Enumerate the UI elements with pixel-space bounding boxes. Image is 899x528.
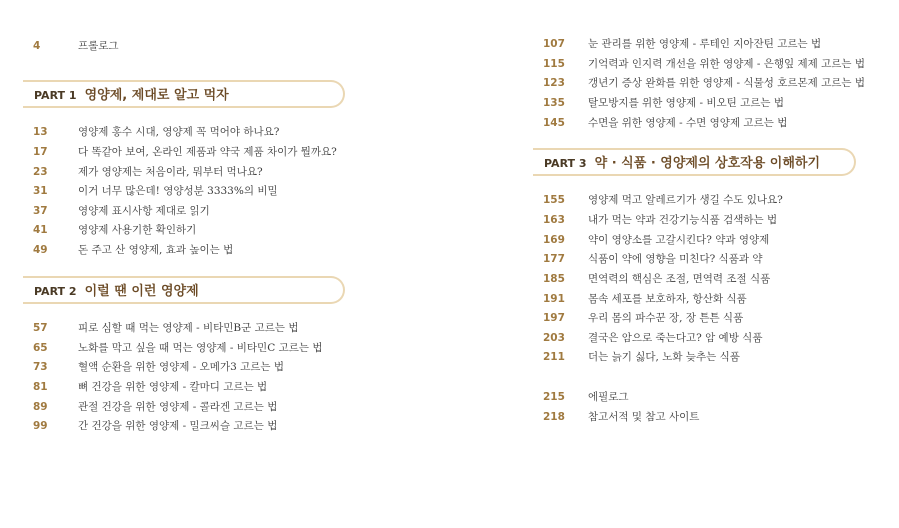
page-number: 177 — [543, 253, 565, 265]
page-number: 169 — [543, 234, 565, 246]
part-label: PART 2 — [34, 285, 77, 298]
page-number: 81 — [33, 381, 48, 393]
entry-title: 눈 관리를 위한 영양제 - 루테인 지아잔틴 고르는 법 — [588, 38, 822, 50]
entry-title: 노화를 막고 싶을 때 먹는 영양제 - 비타민C 고르는 법 — [78, 342, 323, 354]
page-number: 37 — [33, 205, 48, 217]
entry-title: 더는 늙기 싫다, 노화 늦추는 식품 — [588, 351, 740, 363]
entry-title: 갱년기 증상 완화를 위한 영양제 - 식물성 호르몬제 고르는 법 — [588, 77, 866, 89]
page-number: 41 — [33, 224, 48, 236]
page-number: 145 — [543, 117, 565, 129]
page-number: 215 — [543, 391, 565, 403]
entry-title: 이거 너무 많은데! 영양성분 3333%의 비밀 — [78, 185, 278, 197]
page-number: 23 — [33, 166, 48, 178]
entry-title: 영양제 홍수 시대, 영양제 꼭 먹어야 하나요? — [78, 126, 280, 138]
entry-title: 결국은 암으로 죽는다고? 암 예방 식품 — [588, 332, 763, 344]
entry-title: 다 똑같아 보여, 온라인 제품과 약국 제품 차이가 뭘까요? — [78, 146, 337, 158]
entry-title: 기억력과 인지력 개선을 위한 영양제 - 은행잎 제제 고르는 법 — [588, 58, 866, 70]
entry-title: 혈액 순환을 위한 영양제 - 오메가3 고르는 법 — [78, 361, 285, 373]
entry-title: 우리 몸의 파수꾼 장, 장 튼튼 식품 — [588, 312, 744, 324]
part-3-header — [533, 148, 856, 176]
page-number: 115 — [543, 58, 565, 70]
entry-title: 에필로그 — [588, 391, 629, 403]
page-number: 17 — [33, 146, 48, 158]
entry-title: 영양제 사용기한 확인하기 — [78, 224, 197, 236]
page-number: 107 — [543, 38, 565, 50]
page-number: 31 — [33, 185, 48, 197]
entry-title: 몸속 세포를 보호하자, 항산화 식품 — [588, 293, 747, 305]
page-number: 218 — [543, 411, 565, 423]
entry-title: 참고서적 및 참고 사이트 — [588, 411, 700, 423]
part-label: PART 3 — [544, 157, 587, 170]
part-label: PART 1 — [34, 89, 77, 102]
entry-title: 약이 영양소를 고갈시킨다? 약과 영양제 — [588, 234, 770, 246]
page-number: 4 — [33, 40, 41, 52]
page-number: 197 — [543, 312, 565, 324]
page-number: 89 — [33, 401, 48, 413]
page-number: 185 — [543, 273, 565, 285]
page-number: 163 — [543, 214, 565, 226]
entry-title: 뼈 건강을 위한 영양제 - 칼마디 고르는 법 — [78, 381, 268, 393]
entry-title: 간 건강을 위한 영양제 - 밀크씨슬 고르는 법 — [78, 420, 278, 432]
page-number: 211 — [543, 351, 565, 363]
entry-title: 피로 심할 때 먹는 영양제 - 비타민B군 고르는 법 — [78, 322, 299, 334]
page-number: 65 — [33, 342, 48, 354]
page-number: 155 — [543, 194, 565, 206]
entry-title: 탈모방지를 위한 영양제 - 비오틴 고르는 법 — [588, 97, 785, 109]
entry-title: 영양제 먹고 알레르기가 생길 수도 있나요? — [588, 194, 783, 206]
page-number: 123 — [543, 77, 565, 89]
entry-title: 돈 주고 산 영양제, 효과 높이는 법 — [78, 244, 234, 256]
page-number: 99 — [33, 420, 48, 432]
entry-title: 관절 건강을 위한 영양제 - 콜라겐 고르는 법 — [78, 401, 278, 413]
page-number: 57 — [33, 322, 48, 334]
page-number: 73 — [33, 361, 48, 373]
page-number: 191 — [543, 293, 565, 305]
part-2-header — [23, 276, 345, 304]
entry-title: 수면을 위한 영양제 - 수면 영양제 고르는 법 — [588, 117, 788, 129]
entry-title: 내가 먹는 약과 건강기능식품 검색하는 법 — [588, 214, 778, 226]
page-number: 13 — [33, 126, 48, 138]
entry-title: 식품이 약에 영향을 미친다? 식품과 약 — [588, 253, 763, 265]
entry-title: 프롤로그 — [78, 40, 119, 52]
entry-title: 제가 영양제는 처음이라, 뭐부터 먹나요? — [78, 166, 263, 178]
page-number: 203 — [543, 332, 565, 344]
part-title: 영양제, 제대로 알고 먹자 — [84, 88, 229, 103]
part-1-header — [23, 80, 345, 108]
page-number: 135 — [543, 97, 565, 109]
page-number: 49 — [33, 244, 48, 256]
part-title: 이럴 땐 이런 영양제 — [84, 284, 199, 299]
entry-title: 영양제 표시사항 제대로 읽기 — [78, 205, 210, 217]
entry-title: 면역력의 핵심은 조절, 면역력 조절 식품 — [588, 273, 771, 285]
part-title: 약 · 식품 · 영양제의 상호작용 이해하기 — [594, 156, 821, 171]
